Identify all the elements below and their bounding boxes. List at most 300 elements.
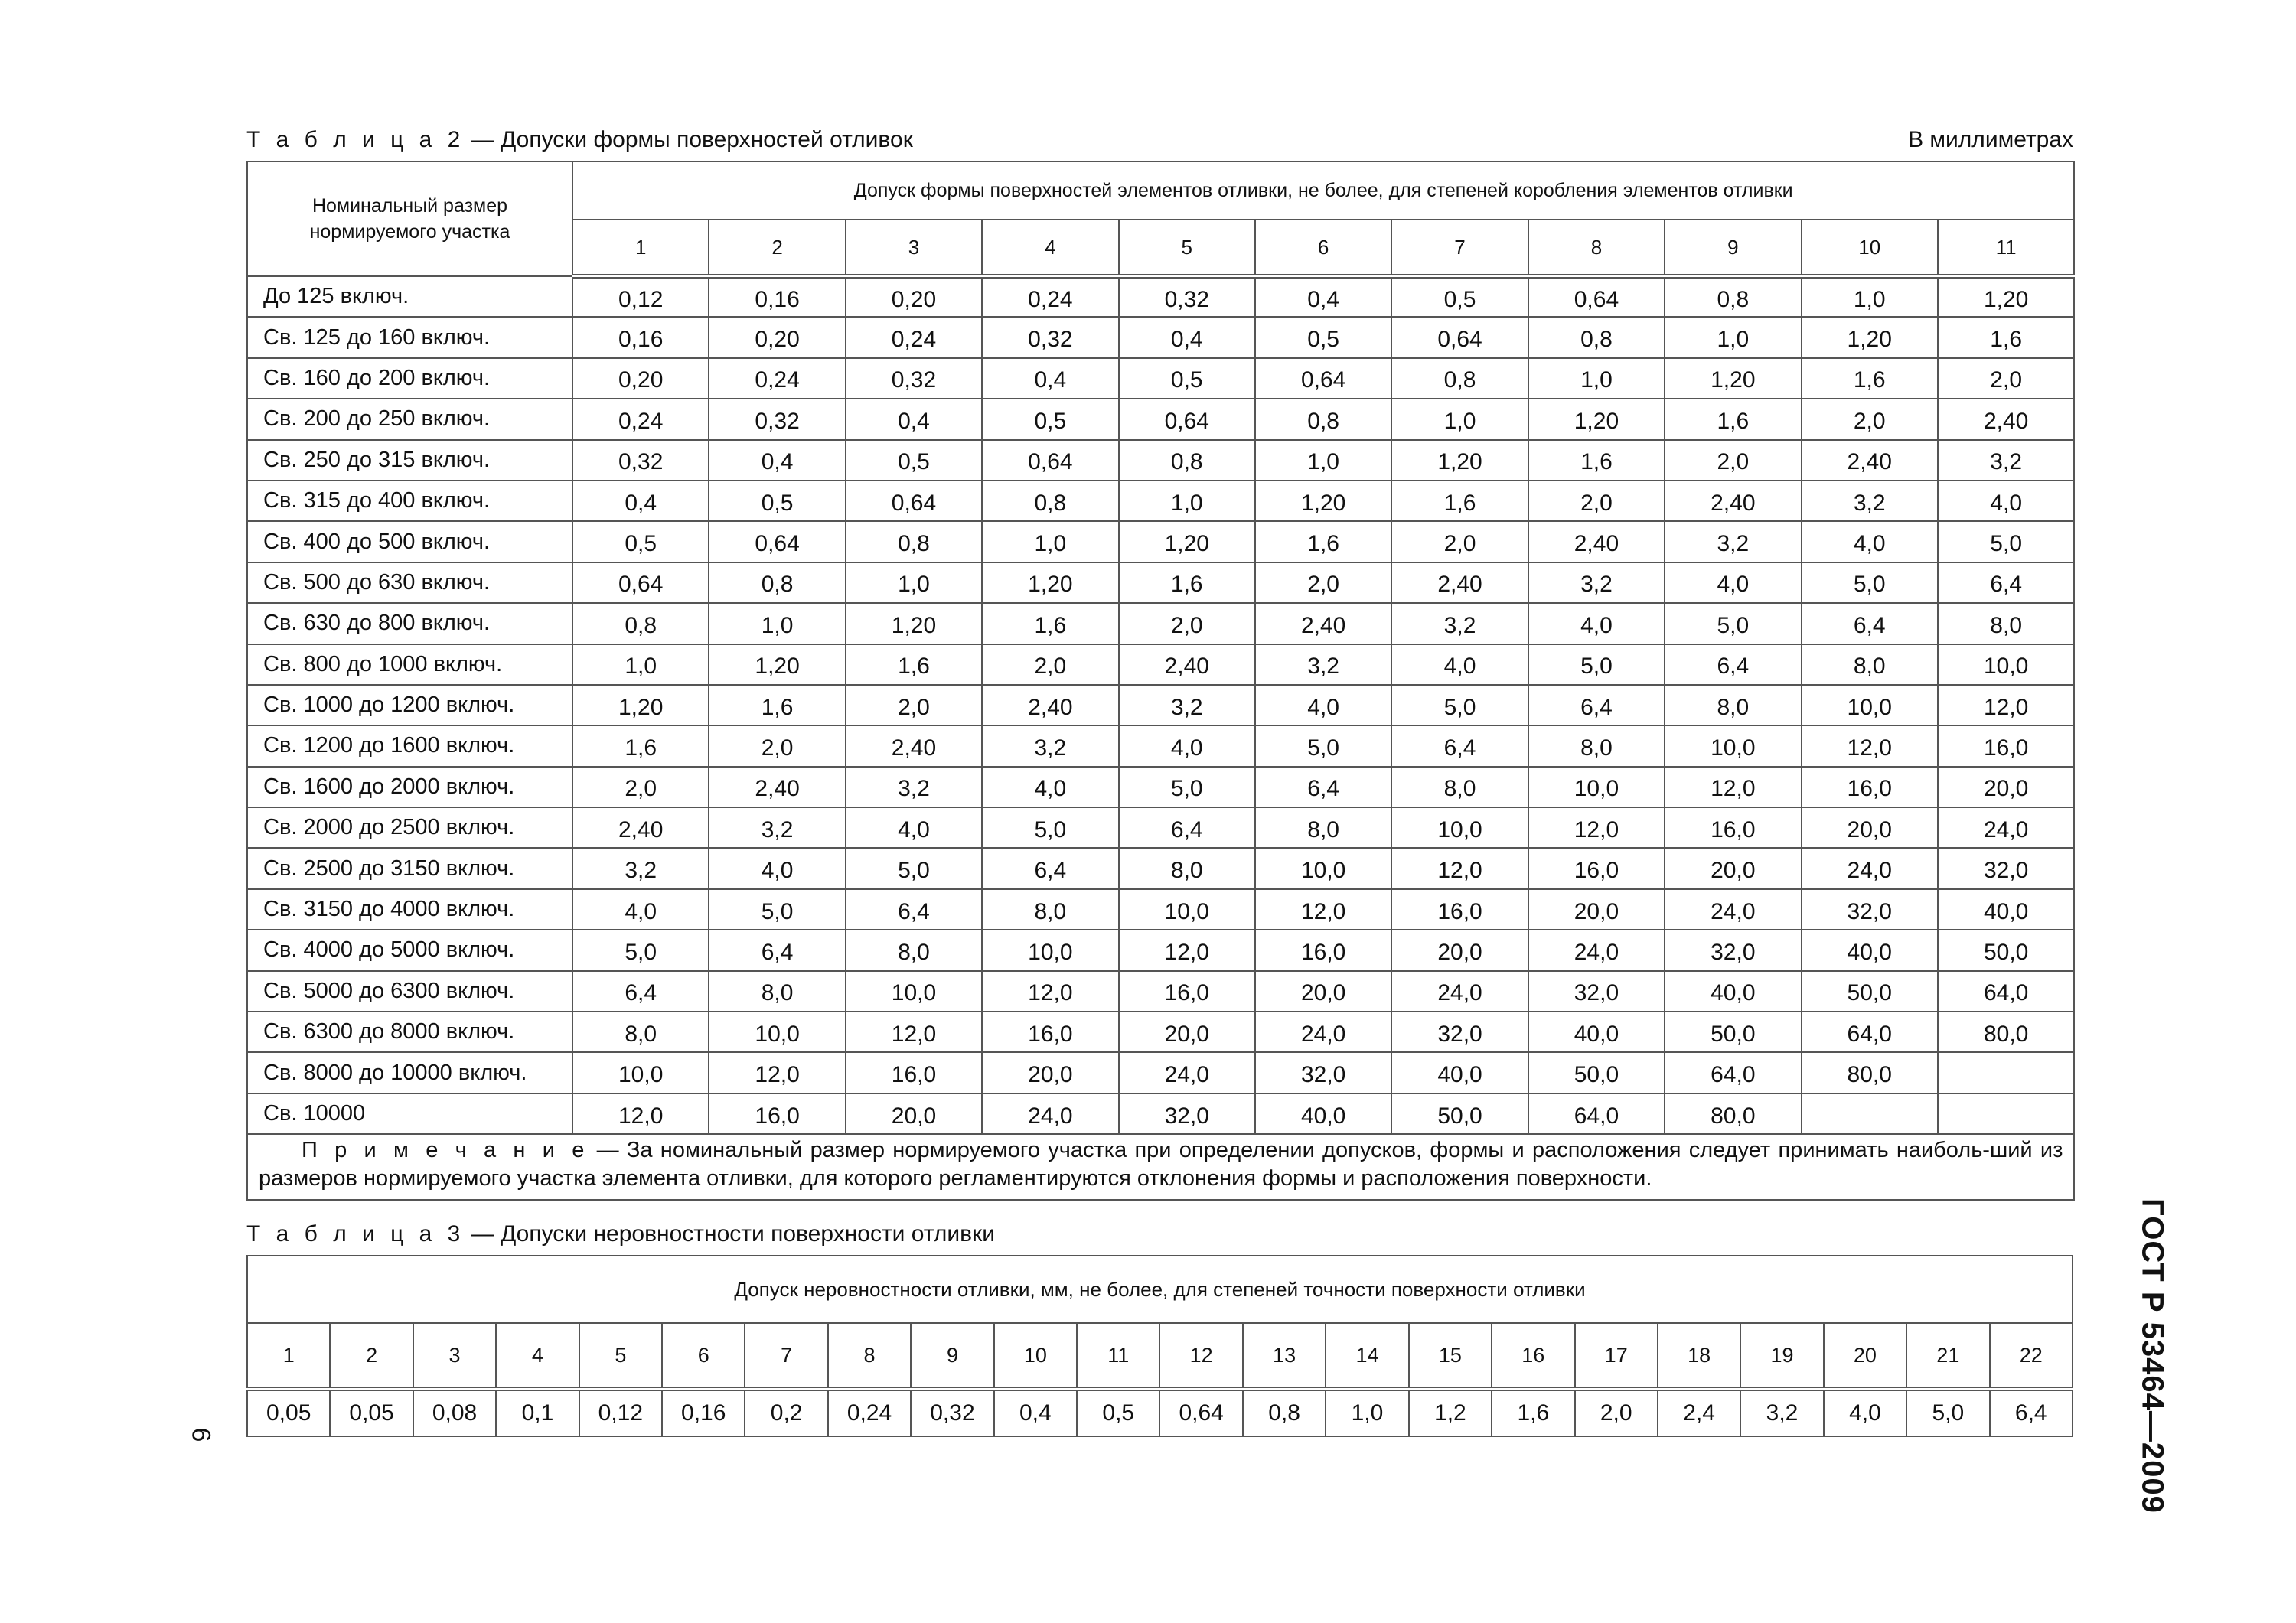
tolerance-cell: 1,6 xyxy=(1255,521,1391,562)
size-range-label: Св. 250 до 315 включ. xyxy=(247,440,572,481)
size-range-label: Св. 1200 до 1600 включ. xyxy=(247,725,572,766)
table-row xyxy=(247,767,2074,807)
table-row xyxy=(247,399,2074,439)
tolerance-cell: 1,0 xyxy=(1391,399,1528,439)
tolerance-cell: 3,2 xyxy=(1391,603,1528,644)
tolerance-cell: 8,0 xyxy=(1528,725,1665,766)
tolerance-cell: 2,40 xyxy=(572,807,709,848)
tolerance-cell: 6,4 xyxy=(572,971,709,1012)
accuracy-degree-header: 13 xyxy=(1243,1323,1326,1389)
tolerance-cell: 0,4 xyxy=(1255,276,1391,317)
tolerance-cell: 1,0 xyxy=(982,521,1118,562)
size-range-label: Св. 1600 до 2000 включ. xyxy=(247,767,572,807)
tolerance-cell: 0,4 xyxy=(982,358,1118,399)
size-range-label: Св. 125 до 160 включ. xyxy=(247,317,572,357)
accuracy-degree-header: 7 xyxy=(745,1323,827,1389)
unevenness-cell: 0,24 xyxy=(828,1389,911,1436)
tolerance-form-table xyxy=(246,161,2075,1201)
tolerance-cell: 0,64 xyxy=(1255,358,1391,399)
tolerance-cell: 40,0 xyxy=(1665,971,1801,1012)
tolerance-cell: 0,24 xyxy=(982,276,1118,317)
tolerance-cell: 2,0 xyxy=(709,725,845,766)
tolerance-cell: 0,24 xyxy=(709,358,845,399)
tolerance-cell: 1,0 xyxy=(1528,358,1665,399)
table2-units: В миллиметрах xyxy=(1908,127,2073,152)
tolerance-cell: 20,0 xyxy=(1802,807,1938,848)
tolerance-cell: 1,0 xyxy=(1665,317,1801,357)
tolerance-cell: 2,0 xyxy=(1391,521,1528,562)
tolerance-cell: 1,0 xyxy=(1802,276,1938,317)
header-form-tolerance: Допуск формы поверхностей элементов отливки, не более, для степеней коробления элементов отливки xyxy=(572,161,2074,220)
tolerance-cell: 0,20 xyxy=(709,317,845,357)
tolerance-cell: 1,6 xyxy=(846,644,982,685)
unevenness-cell: 0,05 xyxy=(247,1389,330,1436)
tolerance-cell: 20,0 xyxy=(1528,889,1665,930)
table-row xyxy=(247,971,2074,1012)
tolerance-cell: 64,0 xyxy=(1528,1093,1665,1134)
tolerance-cell: 0,16 xyxy=(709,276,845,317)
accuracy-degree-header: 16 xyxy=(1492,1323,1574,1389)
accuracy-degree-header: 6 xyxy=(662,1323,745,1389)
tolerance-cell: 2,40 xyxy=(982,685,1118,725)
tolerance-cell: 1,6 xyxy=(1938,317,2075,357)
tolerance-cell: 24,0 xyxy=(1528,930,1665,970)
tolerance-cell: 24,0 xyxy=(1665,889,1801,930)
accuracy-degree-header: 22 xyxy=(1990,1323,2073,1389)
tolerance-cell: 2,0 xyxy=(1665,440,1801,481)
tolerance-cell: 1,0 xyxy=(572,644,709,685)
tolerance-cell: 16,0 xyxy=(1255,930,1391,970)
tolerance-cell: 5,0 xyxy=(1528,644,1665,685)
tolerance-cell: 12,0 xyxy=(1665,767,1801,807)
degree-header: 6 xyxy=(1255,220,1391,276)
tolerance-cell: 2,40 xyxy=(1938,399,2075,439)
tolerance-cell: 4,0 xyxy=(1802,521,1938,562)
tolerance-cell: 4,0 xyxy=(709,848,845,888)
size-range-label: Св. 500 до 630 включ. xyxy=(247,562,572,603)
tolerance-cell: 64,0 xyxy=(1802,1012,1938,1052)
tolerance-cell: 1,6 xyxy=(1802,358,1938,399)
size-range-label: До 125 включ. xyxy=(247,276,572,317)
size-range-label: Св. 2000 до 2500 включ. xyxy=(247,807,572,848)
tolerance-cell: 4,0 xyxy=(982,767,1118,807)
tolerance-cell: 50,0 xyxy=(1665,1012,1801,1052)
tolerance-cell: 16,0 xyxy=(1119,971,1255,1012)
size-range-label: Св. 4000 до 5000 включ. xyxy=(247,930,572,970)
tolerance-cell: 0,5 xyxy=(1391,276,1528,317)
tolerance-cell: 1,20 xyxy=(846,603,982,644)
tolerance-cell xyxy=(1938,1052,2075,1093)
tolerance-cell: 4,0 xyxy=(1255,685,1391,725)
tolerance-cell: 1,20 xyxy=(1119,521,1255,562)
table-row xyxy=(247,317,2074,357)
tolerance-cell: 10,0 xyxy=(1255,848,1391,888)
tolerance-cell: 2,0 xyxy=(1255,562,1391,603)
degree-header: 3 xyxy=(846,220,982,276)
header-unevenness-tolerance: Допуск неровностности отливки, мм, не более, для степеней точности поверхности отливки xyxy=(247,1256,2073,1323)
tolerance-cell: 0,32 xyxy=(982,317,1118,357)
tolerance-cell: 1,20 xyxy=(1665,358,1801,399)
size-range-label: Св. 8000 до 10000 включ. xyxy=(247,1052,572,1093)
tolerance-cell: 0,64 xyxy=(1528,276,1665,317)
accuracy-degree-header: 14 xyxy=(1326,1323,1408,1389)
tolerance-cell: 20,0 xyxy=(1938,767,2075,807)
tolerance-cell: 0,5 xyxy=(709,481,845,521)
unevenness-cell: 6,4 xyxy=(1990,1389,2073,1436)
tolerance-cell: 3,2 xyxy=(982,725,1118,766)
tolerance-cell: 24,0 xyxy=(1802,848,1938,888)
tolerance-cell: 20,0 xyxy=(982,1052,1118,1093)
table2-note xyxy=(247,1134,2074,1200)
tolerance-cell: 1,0 xyxy=(1255,440,1391,481)
tolerance-cell: 4,0 xyxy=(1391,644,1528,685)
tolerance-cell: 12,0 xyxy=(1391,848,1528,888)
degree-header: 5 xyxy=(1119,220,1255,276)
tolerance-cell: 40,0 xyxy=(1391,1052,1528,1093)
accuracy-degree-header: 15 xyxy=(1409,1323,1492,1389)
tolerance-cell: 0,8 xyxy=(709,562,845,603)
unevenness-cell: 0,5 xyxy=(1077,1389,1159,1436)
page-number: 6 xyxy=(186,1427,216,1442)
tolerance-cell: 0,5 xyxy=(1119,358,1255,399)
tolerance-cell: 6,4 xyxy=(1391,725,1528,766)
tolerance-cell: 10,0 xyxy=(1391,807,1528,848)
tolerance-cell: 32,0 xyxy=(1255,1052,1391,1093)
accuracy-degree-header: 20 xyxy=(1824,1323,1906,1389)
tolerance-cell: 0,8 xyxy=(1255,399,1391,439)
accuracy-degree-header: 5 xyxy=(579,1323,662,1389)
accuracy-degree-header: 19 xyxy=(1740,1323,1823,1389)
tolerance-cell: 12,0 xyxy=(1802,725,1938,766)
table-row xyxy=(247,1012,2074,1052)
unevenness-table xyxy=(246,1255,2073,1437)
tolerance-cell: 20,0 xyxy=(1391,930,1528,970)
tolerance-cell: 12,0 xyxy=(1528,807,1665,848)
note-text: — За номинальный размер нормируемого участка при определении допусков, формы и расположения следует принимать наиболь-ший из размеров нормируемого участка элемента отливки, для которого регламентируются отклонения формы и расположения поверхности. xyxy=(259,1138,2063,1191)
tolerance-cell: 3,2 xyxy=(572,848,709,888)
accuracy-degree-header: 9 xyxy=(911,1323,993,1389)
tolerance-cell: 0,8 xyxy=(846,521,982,562)
table-row xyxy=(247,685,2074,725)
tolerance-cell: 0,4 xyxy=(572,481,709,521)
tolerance-cell: 1,6 xyxy=(1665,399,1801,439)
table2-caption xyxy=(246,126,913,154)
tolerance-cell: 4,0 xyxy=(1938,481,2075,521)
tolerance-cell: 0,20 xyxy=(572,358,709,399)
table2-caption-text: — Допуски формы поверхностей отливок xyxy=(465,127,913,152)
tolerance-cell: 1,6 xyxy=(709,685,845,725)
tolerance-cell: 80,0 xyxy=(1938,1012,2075,1052)
tolerance-cell: 2,40 xyxy=(709,767,845,807)
tolerance-cell: 0,64 xyxy=(1119,399,1255,439)
unevenness-cell: 1,0 xyxy=(1326,1389,1408,1436)
tolerance-cell: 5,0 xyxy=(572,930,709,970)
tolerance-cell: 3,2 xyxy=(1665,521,1801,562)
unevenness-cell: 0,16 xyxy=(662,1389,745,1436)
tolerance-cell: 1,0 xyxy=(709,603,845,644)
tolerance-cell: 1,0 xyxy=(846,562,982,603)
unevenness-cell: 0,08 xyxy=(413,1389,496,1436)
table-row xyxy=(247,848,2074,888)
tolerance-cell: 12,0 xyxy=(1938,685,2075,725)
unevenness-cell: 4,0 xyxy=(1824,1389,1906,1436)
tolerance-cell: 2,40 xyxy=(1255,603,1391,644)
size-range-label: Св. 5000 до 6300 включ. xyxy=(247,971,572,1012)
tolerance-cell: 2,0 xyxy=(1528,481,1665,521)
degree-header: 4 xyxy=(982,220,1118,276)
tolerance-cell: 0,32 xyxy=(1119,276,1255,317)
tolerance-cell: 0,8 xyxy=(1528,317,1665,357)
tolerance-cell: 0,8 xyxy=(572,603,709,644)
unevenness-cell: 0,12 xyxy=(579,1389,662,1436)
tolerance-cell: 50,0 xyxy=(1391,1093,1528,1134)
tolerance-cell: 2,40 xyxy=(1119,644,1255,685)
tolerance-cell: 2,40 xyxy=(1391,562,1528,603)
tolerance-cell: 0,4 xyxy=(1119,317,1255,357)
tolerance-cell: 0,8 xyxy=(1119,440,1255,481)
tolerance-cell: 1,6 xyxy=(1391,481,1528,521)
tolerance-cell: 8,0 xyxy=(1938,603,2075,644)
tolerance-cell: 0,32 xyxy=(709,399,845,439)
tolerance-cell: 40,0 xyxy=(1802,930,1938,970)
tolerance-cell: 0,64 xyxy=(846,481,982,521)
tolerance-cell: 0,12 xyxy=(572,276,709,317)
degree-header: 11 xyxy=(1938,220,2075,276)
accuracy-degree-header: 3 xyxy=(413,1323,496,1389)
tolerance-cell: 10,0 xyxy=(846,971,982,1012)
tolerance-cell: 40,0 xyxy=(1938,889,2075,930)
tolerance-cell: 0,32 xyxy=(846,358,982,399)
tolerance-cell: 24,0 xyxy=(1255,1012,1391,1052)
tolerance-cell: 10,0 xyxy=(1802,685,1938,725)
accuracy-degree-header: 4 xyxy=(496,1323,579,1389)
tolerance-cell: 3,2 xyxy=(1802,481,1938,521)
tolerance-cell: 8,0 xyxy=(709,971,845,1012)
tolerance-cell: 4,0 xyxy=(1119,725,1255,766)
degree-header: 2 xyxy=(709,220,845,276)
tolerance-cell: 2,40 xyxy=(1802,440,1938,481)
size-range-label: Св. 6300 до 8000 включ. xyxy=(247,1012,572,1052)
tolerance-cell: 2,0 xyxy=(1802,399,1938,439)
tolerance-cell: 16,0 xyxy=(1528,848,1665,888)
tolerance-cell: 0,24 xyxy=(572,399,709,439)
unevenness-cell: 0,05 xyxy=(330,1389,413,1436)
tolerance-cell: 16,0 xyxy=(1938,725,2075,766)
tolerance-cell: 1,20 xyxy=(1528,399,1665,439)
table-row xyxy=(247,562,2074,603)
tolerance-cell: 8,0 xyxy=(572,1012,709,1052)
tolerance-cell: 12,0 xyxy=(1119,930,1255,970)
tolerance-cell: 32,0 xyxy=(1391,1012,1528,1052)
tolerance-cell: 3,2 xyxy=(1119,685,1255,725)
tolerance-cell: 2,0 xyxy=(846,685,982,725)
unevenness-cell: 0,2 xyxy=(745,1389,827,1436)
tolerance-cell: 10,0 xyxy=(1119,889,1255,930)
tolerance-cell: 3,2 xyxy=(1255,644,1391,685)
tolerance-cell: 40,0 xyxy=(1255,1093,1391,1134)
tolerance-cell: 40,0 xyxy=(1528,1012,1665,1052)
tolerance-cell: 50,0 xyxy=(1802,971,1938,1012)
size-range-label: Св. 2500 до 3150 включ. xyxy=(247,848,572,888)
tolerance-cell: 4,0 xyxy=(1528,603,1665,644)
tolerance-cell: 6,4 xyxy=(1119,807,1255,848)
header-nominal-size: Номинальный размер нормируемого участка xyxy=(247,161,572,276)
tolerance-cell: 1,6 xyxy=(572,725,709,766)
tolerance-cell: 8,0 xyxy=(1391,767,1528,807)
accuracy-degree-header: 8 xyxy=(828,1323,911,1389)
tolerance-cell: 16,0 xyxy=(1802,767,1938,807)
degree-header: 7 xyxy=(1391,220,1528,276)
accuracy-degree-header: 1 xyxy=(247,1323,330,1389)
note-row xyxy=(247,1134,2074,1200)
tolerance-cell: 16,0 xyxy=(846,1052,982,1093)
unevenness-cell: 0,32 xyxy=(911,1389,993,1436)
tolerance-cell: 80,0 xyxy=(1665,1093,1801,1134)
tolerance-cell: 4,0 xyxy=(846,807,982,848)
unevenness-cell: 2,0 xyxy=(1575,1389,1658,1436)
tolerance-cell: 5,0 xyxy=(1255,725,1391,766)
tolerance-cell: 2,0 xyxy=(572,767,709,807)
tolerance-cell: 10,0 xyxy=(1665,725,1801,766)
degree-header: 10 xyxy=(1802,220,1938,276)
tolerance-cell: 4,0 xyxy=(1665,562,1801,603)
tolerance-cell: 6,4 xyxy=(1802,603,1938,644)
size-range-label: Св. 800 до 1000 включ. xyxy=(247,644,572,685)
document-code: ГОСТ Р 53464—2009 xyxy=(2135,1198,2170,1514)
tolerance-cell: 24,0 xyxy=(1938,807,2075,848)
tolerance-cell: 5,0 xyxy=(1938,521,2075,562)
table-row xyxy=(247,889,2074,930)
tolerance-cell: 0,8 xyxy=(1391,358,1528,399)
tolerance-cell: 2,0 xyxy=(982,644,1118,685)
tolerance-cell: 2,40 xyxy=(1528,521,1665,562)
size-range-label: Св. 315 до 400 включ. xyxy=(247,481,572,521)
tolerance-cell: 8,0 xyxy=(982,889,1118,930)
tolerance-cell: 12,0 xyxy=(982,971,1118,1012)
table-row xyxy=(247,603,2074,644)
tolerance-cell: 12,0 xyxy=(1255,889,1391,930)
tolerance-cell: 1,20 xyxy=(572,685,709,725)
tolerance-cell: 16,0 xyxy=(1665,807,1801,848)
table-row xyxy=(247,521,2074,562)
tolerance-cell: 32,0 xyxy=(1665,930,1801,970)
accuracy-degree-header: 11 xyxy=(1077,1323,1159,1389)
tolerance-cell: 1,20 xyxy=(1938,276,2075,317)
unevenness-cell: 0,1 xyxy=(496,1389,579,1436)
accuracy-degree-header: 2 xyxy=(330,1323,413,1389)
table-row xyxy=(247,276,2074,317)
tolerance-cell: 0,8 xyxy=(1665,276,1801,317)
table-row xyxy=(247,1052,2074,1093)
tolerance-cell: 0,32 xyxy=(572,440,709,481)
tolerance-cell xyxy=(1802,1093,1938,1134)
tolerance-cell: 5,0 xyxy=(846,848,982,888)
tolerance-cell: 0,64 xyxy=(982,440,1118,481)
tolerance-cell: 5,0 xyxy=(1665,603,1801,644)
tolerance-cell: 16,0 xyxy=(982,1012,1118,1052)
tolerance-cell: 1,20 xyxy=(982,562,1118,603)
tolerance-cell: 20,0 xyxy=(1255,971,1391,1012)
tolerance-cell: 5,0 xyxy=(1119,767,1255,807)
tolerance-cell: 10,0 xyxy=(1938,644,2075,685)
tolerance-cell: 20,0 xyxy=(1119,1012,1255,1052)
tolerance-cell: 6,4 xyxy=(1528,685,1665,725)
tolerance-cell: 1,20 xyxy=(1391,440,1528,481)
tolerance-cell: 6,4 xyxy=(1938,562,2075,603)
tolerance-cell: 0,4 xyxy=(709,440,845,481)
note-indent xyxy=(259,1138,302,1162)
tolerance-cell: 1,20 xyxy=(1802,317,1938,357)
unevenness-cell: 1,6 xyxy=(1492,1389,1574,1436)
tolerance-cell: 2,40 xyxy=(1665,481,1801,521)
tolerance-cell: 10,0 xyxy=(709,1012,845,1052)
tolerance-cell: 8,0 xyxy=(1255,807,1391,848)
tolerance-cell: 12,0 xyxy=(846,1012,982,1052)
table-row xyxy=(247,644,2074,685)
tolerance-cell: 32,0 xyxy=(1528,971,1665,1012)
tolerance-cell: 0,16 xyxy=(572,317,709,357)
tolerance-cell: 4,0 xyxy=(572,889,709,930)
tolerance-cell: 10,0 xyxy=(572,1052,709,1093)
tolerance-cell: 6,4 xyxy=(709,930,845,970)
tolerance-cell: 10,0 xyxy=(982,930,1118,970)
accuracy-degree-header: 21 xyxy=(1906,1323,1989,1389)
tolerance-cell: 0,20 xyxy=(846,276,982,317)
table-row xyxy=(247,481,2074,521)
tolerance-cell: 1,6 xyxy=(1119,562,1255,603)
tolerance-cell: 64,0 xyxy=(1938,971,2075,1012)
unevenness-cell: 1,2 xyxy=(1409,1389,1492,1436)
table-row xyxy=(247,358,2074,399)
table-row xyxy=(247,930,2074,970)
tolerance-cell: 0,64 xyxy=(572,562,709,603)
table-row xyxy=(247,725,2074,766)
degree-header: 9 xyxy=(1665,220,1801,276)
tolerance-cell: 50,0 xyxy=(1938,930,2075,970)
tolerance-cell: 20,0 xyxy=(846,1093,982,1134)
tolerance-cell: 6,4 xyxy=(1255,767,1391,807)
tolerance-cell: 16,0 xyxy=(1391,889,1528,930)
tolerance-cell: 32,0 xyxy=(1938,848,2075,888)
tolerance-cell: 1,6 xyxy=(1528,440,1665,481)
tolerance-cell: 80,0 xyxy=(1802,1052,1938,1093)
tolerance-cell: 1,6 xyxy=(982,603,1118,644)
tolerance-cell: 8,0 xyxy=(846,930,982,970)
tolerance-cell: 5,0 xyxy=(982,807,1118,848)
tolerance-cell: 32,0 xyxy=(1119,1093,1255,1134)
unevenness-cell: 2,4 xyxy=(1658,1389,1740,1436)
tolerance-cell: 8,0 xyxy=(1119,848,1255,888)
tolerance-cell: 1,20 xyxy=(1255,481,1391,521)
accuracy-degree-header: 18 xyxy=(1658,1323,1740,1389)
table-row xyxy=(247,440,2074,481)
tolerance-cell: 6,4 xyxy=(982,848,1118,888)
tolerance-cell: 3,2 xyxy=(846,767,982,807)
tolerance-cell: 24,0 xyxy=(982,1093,1118,1134)
tolerance-cell: 5,0 xyxy=(1391,685,1528,725)
tolerance-cell: 0,5 xyxy=(982,399,1118,439)
table2-caption-prefix: Т а б л и ц а 2 xyxy=(246,127,465,152)
tolerance-cell: 1,0 xyxy=(1119,481,1255,521)
tolerance-cell: 3,2 xyxy=(709,807,845,848)
tolerance-cell: 5,0 xyxy=(1802,562,1938,603)
unevenness-cell: 5,0 xyxy=(1906,1389,1989,1436)
tolerance-cell: 0,64 xyxy=(1391,317,1528,357)
tolerance-cell: 2,40 xyxy=(846,725,982,766)
tolerance-cell: 20,0 xyxy=(1665,848,1801,888)
size-range-label: Св. 400 до 500 включ. xyxy=(247,521,572,562)
note-prefix: П р и м е ч а н и е xyxy=(302,1138,589,1163)
